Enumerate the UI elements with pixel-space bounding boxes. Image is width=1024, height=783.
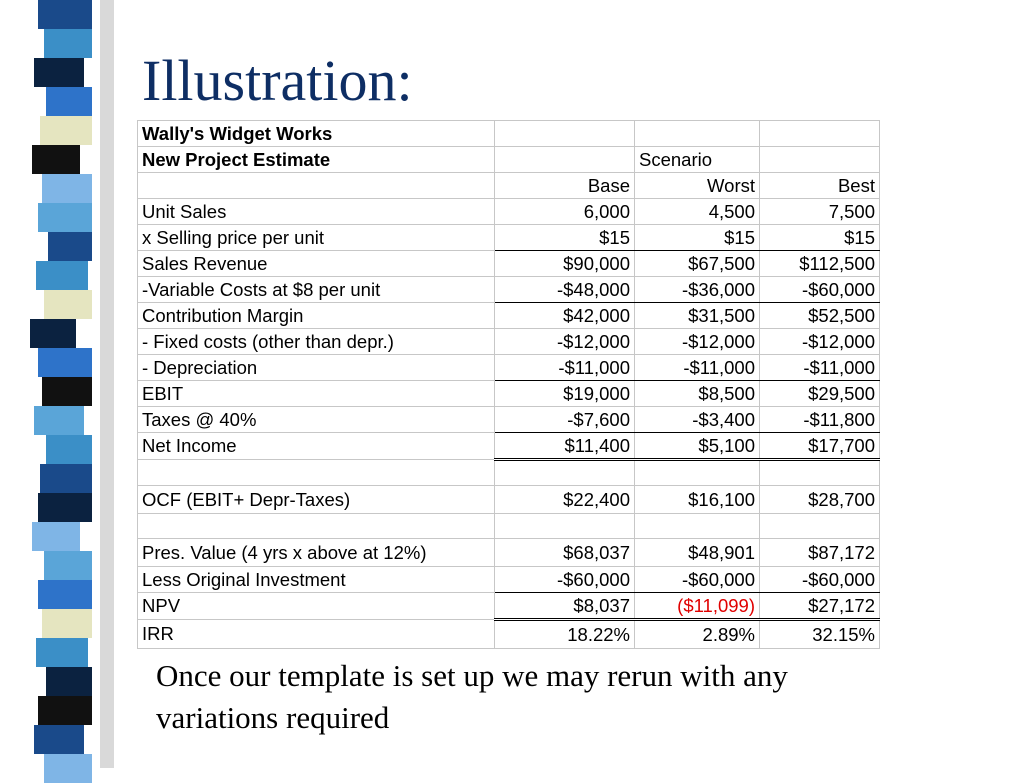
column-header-base: Base [495, 173, 635, 199]
column-header-worst: Worst [635, 173, 760, 199]
stripe-block [34, 725, 84, 754]
stripe-block [40, 116, 92, 145]
stripe-block [34, 58, 84, 87]
stripe-block [44, 551, 92, 580]
stripe-block [46, 87, 92, 116]
value-best: $87,172 [760, 539, 880, 567]
stripe-block [42, 174, 92, 203]
value-base: 6,000 [495, 199, 635, 225]
stripe-block [48, 232, 92, 261]
stripe-block [36, 638, 88, 667]
row-label: - Fixed costs (other than depr.) [138, 329, 495, 355]
value-worst: 2.89% [635, 620, 760, 649]
value-base: -$12,000 [495, 329, 635, 355]
stripe-block [46, 435, 92, 464]
row-label: EBIT [138, 381, 495, 407]
value-best: -$60,000 [760, 277, 880, 303]
table-row [138, 355, 880, 381]
row-label: Taxes @ 40% [138, 407, 495, 433]
column-header-row [138, 173, 880, 199]
value-best: -$12,000 [760, 329, 880, 355]
value-best: $28,700 [760, 486, 880, 514]
value-worst: ($11,099) [635, 593, 760, 620]
stripe-block [32, 522, 80, 551]
stripe-block [38, 0, 92, 29]
stripe-block [44, 29, 92, 58]
value-best: 32.15% [760, 620, 880, 649]
value-base: $15 [495, 225, 635, 251]
value-best: 7,500 [760, 199, 880, 225]
row-label: Contribution Margin [138, 303, 495, 329]
table-row [138, 567, 880, 593]
spreadsheet [137, 120, 880, 649]
value-base: -$60,000 [495, 567, 635, 593]
row-label: - Depreciation [138, 355, 495, 381]
value-worst: $31,500 [635, 303, 760, 329]
estimate-subtitle: New Project Estimate [138, 147, 495, 173]
table-row [138, 486, 880, 514]
value-worst: $67,500 [635, 251, 760, 277]
value-worst: -$3,400 [635, 407, 760, 433]
value-best: -$60,000 [760, 567, 880, 593]
value-worst: -$12,000 [635, 329, 760, 355]
table-row [138, 199, 880, 225]
value-best: $17,700 [760, 433, 880, 460]
stripe-block [30, 319, 76, 348]
company-name: Wally's Widget Works [138, 121, 495, 147]
table-row [138, 251, 880, 277]
stripe-block [44, 754, 92, 783]
stripe-blocks [30, 0, 100, 768]
stripe-block [32, 145, 80, 174]
stripe-block [34, 406, 84, 435]
value-worst: $8,500 [635, 381, 760, 407]
company-row [138, 121, 880, 147]
stripe-block [36, 261, 88, 290]
table-row [138, 225, 880, 251]
value-worst: -$60,000 [635, 567, 760, 593]
value-worst: -$36,000 [635, 277, 760, 303]
row-label: NPV [138, 593, 495, 620]
table-row [138, 277, 880, 303]
table-row [138, 407, 880, 433]
value-base: $42,000 [495, 303, 635, 329]
row-label: OCF (EBIT+ Depr-Taxes) [138, 486, 495, 514]
row-label: Sales Revenue [138, 251, 495, 277]
value-base: -$7,600 [495, 407, 635, 433]
scenario-label: Scenario [635, 147, 760, 173]
value-base: $68,037 [495, 539, 635, 567]
table-row [138, 539, 880, 567]
value-base: $22,400 [495, 486, 635, 514]
row-label: x Selling price per unit [138, 225, 495, 251]
stripe-block [46, 667, 92, 696]
stripe-shadow [100, 0, 114, 768]
value-base: -$11,000 [495, 355, 635, 381]
table-row [138, 303, 880, 329]
stripe-block [44, 290, 92, 319]
value-base: -$48,000 [495, 277, 635, 303]
row-label: Less Original Investment [138, 567, 495, 593]
table-row [138, 433, 880, 460]
stripe-block [38, 493, 92, 522]
stripe-block [42, 377, 92, 406]
stripe-block [38, 696, 92, 725]
row-label: -Variable Costs at $8 per unit [138, 277, 495, 303]
stripe-block [38, 580, 92, 609]
value-best: $27,172 [760, 593, 880, 620]
value-best: -$11,800 [760, 407, 880, 433]
decorative-stripe [0, 0, 118, 768]
value-best: $112,500 [760, 251, 880, 277]
table-row [138, 593, 880, 620]
value-base: 18.22% [495, 620, 635, 649]
value-base: $8,037 [495, 593, 635, 620]
value-best: $29,500 [760, 381, 880, 407]
slide-title: Illustration: [142, 48, 413, 113]
value-best: $52,500 [760, 303, 880, 329]
blank-row [138, 514, 880, 539]
stripe-block [40, 464, 92, 493]
column-header-best: Best [760, 173, 880, 199]
stripe-block [38, 203, 92, 232]
value-worst: $16,100 [635, 486, 760, 514]
stripe-block [38, 348, 92, 377]
row-label: Unit Sales [138, 199, 495, 225]
row-label: Pres. Value (4 yrs x above at 12%) [138, 539, 495, 567]
value-base: $11,400 [495, 433, 635, 460]
table-row [138, 381, 880, 407]
value-base: $90,000 [495, 251, 635, 277]
value-worst: $48,901 [635, 539, 760, 567]
value-worst: 4,500 [635, 199, 760, 225]
value-best: -$11,000 [760, 355, 880, 381]
value-best: $15 [760, 225, 880, 251]
value-base: $19,000 [495, 381, 635, 407]
footer-caption: Once our template is set up we may rerun with any variations required [156, 658, 788, 735]
blank-row [138, 460, 880, 486]
value-worst: $15 [635, 225, 760, 251]
table-row [138, 329, 880, 355]
stripe-block [42, 609, 92, 638]
value-worst: $5,100 [635, 433, 760, 460]
row-label: IRR [138, 620, 495, 649]
value-worst: -$11,000 [635, 355, 760, 381]
row-label: Net Income [138, 433, 495, 460]
project-estimate-table [137, 120, 880, 649]
subtitle-row [138, 147, 880, 173]
table-row [138, 620, 880, 649]
